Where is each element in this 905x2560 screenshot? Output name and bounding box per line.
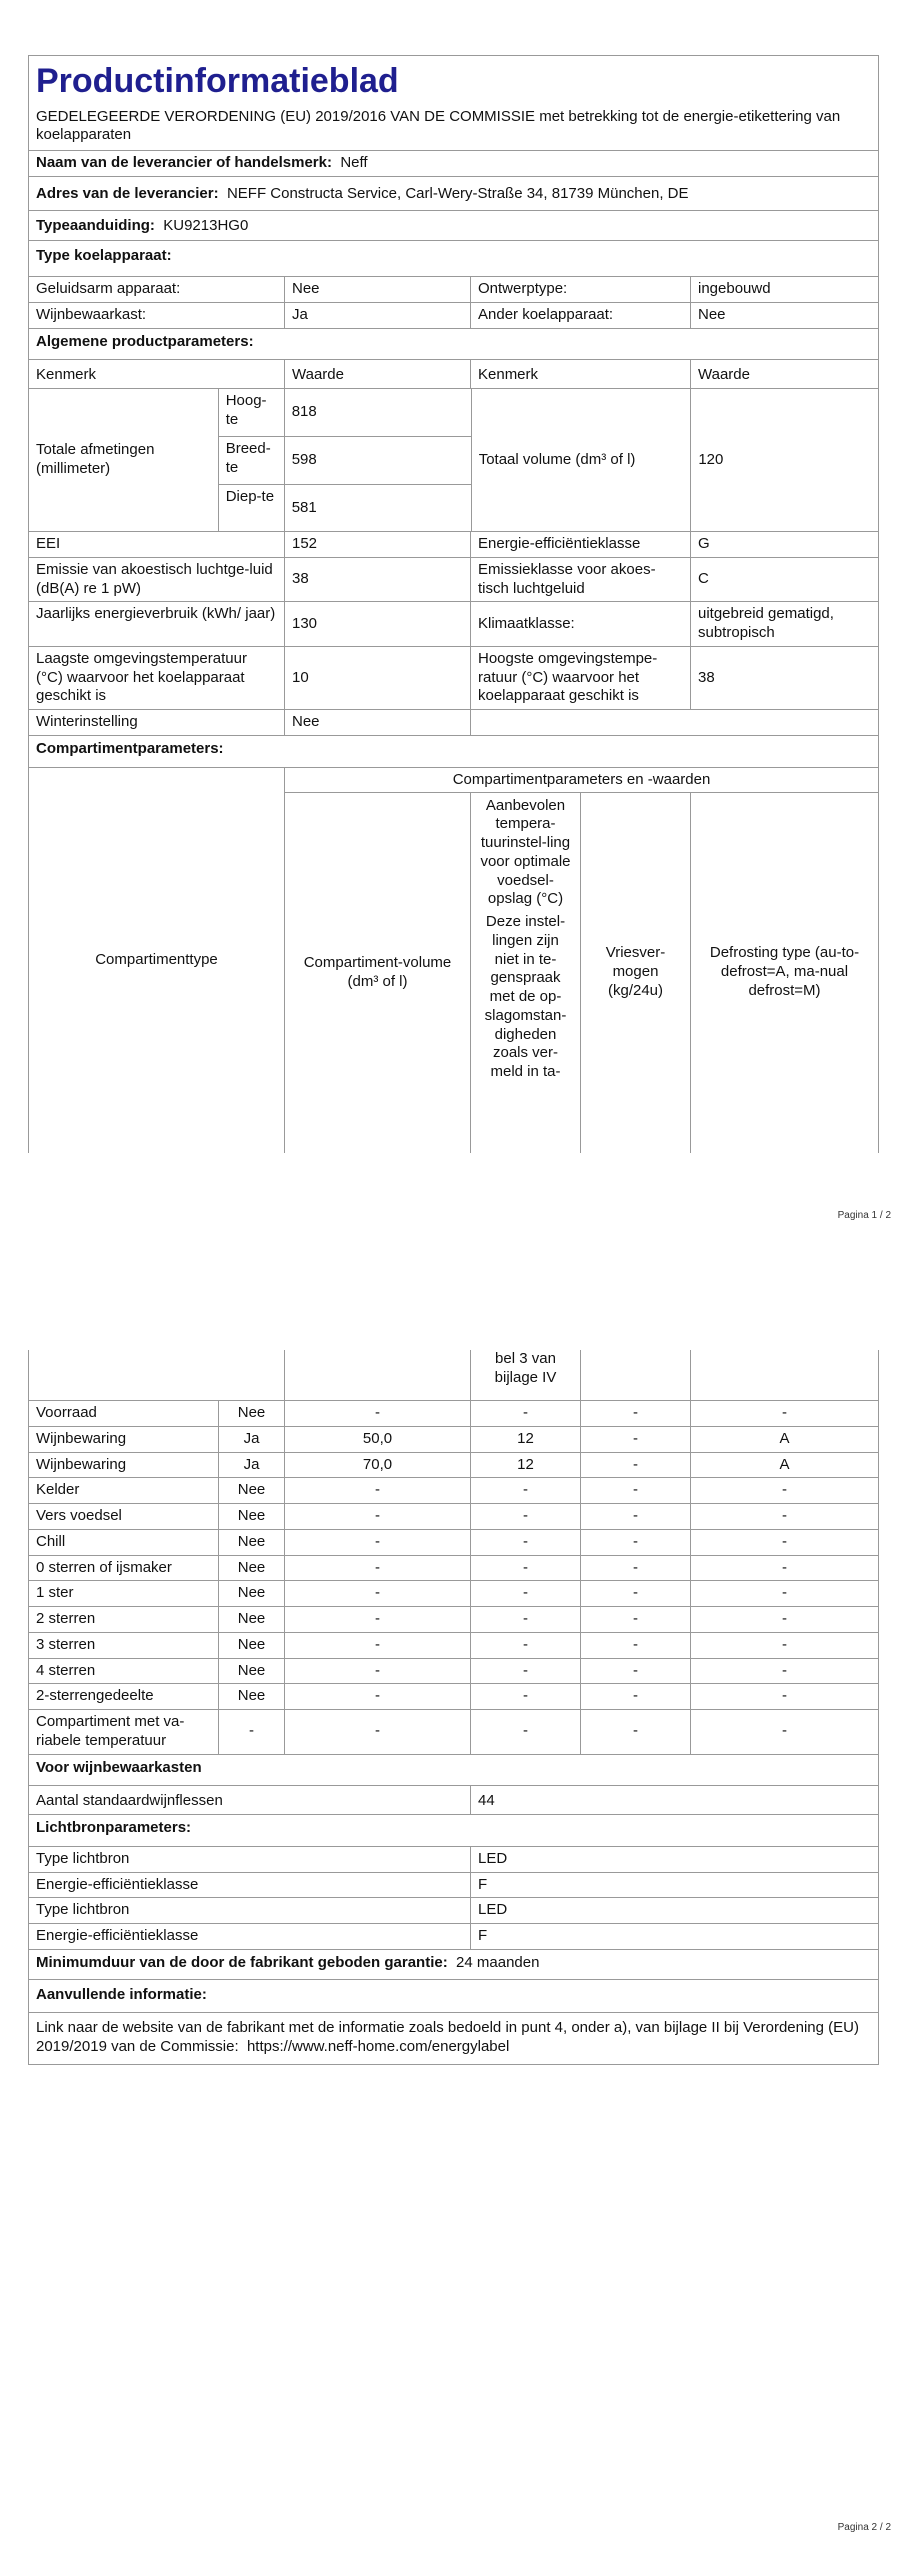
supplier-value: Neff: [340, 154, 368, 171]
comp-defrost: -: [782, 1558, 787, 1576]
comp-name: Compartiment met va-riabele temperatuur: [29, 1710, 219, 1754]
comp-defrost: -: [782, 1507, 787, 1524]
page-number: Pagina 2 / 2: [837, 2522, 891, 2533]
comp-name: 1 ster: [29, 1581, 219, 1606]
compartment-row: [29, 1530, 878, 1556]
comp-temp: -: [471, 1581, 581, 1606]
dimension-name: Hoog-te: [219, 389, 285, 436]
dimension-name: Diep-te: [219, 485, 285, 531]
comp-defrost: -: [782, 1584, 787, 1602]
dimensions-block: [219, 389, 472, 531]
comp-present: Nee: [219, 1504, 285, 1529]
dimension-value: 818: [291, 403, 317, 421]
page-2: [0, 1280, 905, 2560]
type-value: Nee: [285, 277, 471, 302]
comp-present: Nee: [219, 1401, 285, 1426]
comp-volume: 70,0: [285, 1453, 471, 1478]
comp-col-freeze: Vriesver-mogen (kg/24u): [581, 793, 691, 1153]
compartment-row: [29, 1427, 878, 1453]
comp-volume: -: [285, 1504, 471, 1529]
col-header: Waarde: [698, 366, 750, 384]
compartment-row: [29, 1453, 878, 1479]
compartment-row: [29, 1607, 878, 1633]
comp-defrost: -: [782, 1532, 787, 1550]
volume-label: Totaal volume (dm³ of l): [472, 389, 692, 531]
compartment-rows: [29, 1401, 878, 1755]
page-1: [0, 0, 905, 1230]
comp-freeze: -: [581, 1581, 691, 1606]
comp-volume: -: [285, 1710, 471, 1754]
empty-cell: [691, 1350, 878, 1400]
param-value: 130: [285, 602, 471, 646]
comp-temp: -: [471, 1659, 581, 1684]
comp-temp: -: [471, 1607, 581, 1632]
address-row: [29, 177, 878, 210]
comp-freeze: -: [581, 1478, 691, 1503]
general-heading: Algemene productparameters:: [36, 332, 254, 350]
winter-label: Winterinstelling: [29, 710, 285, 735]
comp-freeze: -: [581, 1427, 691, 1452]
light-label: Energie-efficiëntieklasse: [29, 1924, 471, 1949]
param-value: 38: [698, 668, 715, 686]
comp-defrost: A: [779, 1455, 790, 1473]
light-label: Type lichtbron: [29, 1847, 471, 1872]
compartment-row: [29, 1504, 878, 1530]
comp-present: Ja: [219, 1453, 285, 1478]
wine-label: Aantal standaardwijnflessen: [29, 1786, 471, 1814]
type-key: Ontwerptype:: [471, 277, 691, 302]
comp-freeze: -: [581, 1607, 691, 1632]
comp-present: Nee: [219, 1659, 285, 1684]
comp-present: Nee: [219, 1581, 285, 1606]
comp-freeze: -: [581, 1684, 691, 1709]
type-value: ingebouwd: [698, 280, 771, 297]
comp-temp: -: [471, 1633, 581, 1658]
light-heading: Lichtbronparameters:: [36, 1819, 192, 1836]
col-header: Kenmerk: [471, 360, 691, 388]
comp-defrost: A: [779, 1429, 790, 1447]
comp-col-defrost: Defrosting type (au-to-defrost=A, ma-nual defrost=M): [709, 944, 860, 999]
comp-temp: -: [471, 1504, 581, 1529]
wine-value: 44: [478, 1792, 495, 1810]
volume-value: 120: [698, 450, 724, 468]
comp-temp: -: [471, 1401, 581, 1426]
comp-defrost: -: [782, 1481, 787, 1499]
compartment-row: [29, 1556, 878, 1582]
product-sheet-table-2: [28, 1350, 879, 2065]
comp-present: Nee: [219, 1478, 285, 1503]
supplier-row: [29, 151, 878, 176]
comp-name: 2 sterren: [29, 1607, 219, 1632]
light-value: LED: [478, 1849, 508, 1867]
light-row: [29, 1898, 878, 1924]
comp-volume: -: [285, 1659, 471, 1684]
compartment-row: [29, 1478, 878, 1504]
page-number: Pagina 1 / 2: [837, 1210, 891, 1221]
param-value: 38: [285, 558, 471, 602]
param-key: Emissieklasse voor akoes-tisch luchtgeluid: [471, 558, 691, 602]
comp-col-temp-c: bel 3 van bijlage IV: [471, 1350, 581, 1400]
address-label: Adres van de leverancier:: [36, 184, 219, 202]
type-key: Ander koelapparaat:: [471, 303, 691, 328]
comp-name: 0 sterren of ijsmaker: [29, 1556, 219, 1581]
type-value: Ja: [285, 303, 471, 328]
comp-volume: -: [285, 1401, 471, 1426]
dimension-value: 581: [291, 498, 317, 516]
dimension-value: 598: [291, 451, 317, 469]
comp-volume: -: [285, 1581, 471, 1606]
comp-present: Nee: [219, 1633, 285, 1658]
light-label: Energie-efficiëntieklasse: [29, 1873, 471, 1898]
comp-name: 4 sterren: [29, 1659, 219, 1684]
comp-volume: -: [285, 1478, 471, 1503]
warranty-value: 24 maanden: [456, 1953, 540, 1971]
model-row: [29, 211, 878, 241]
empty-cell: [29, 1350, 285, 1400]
param-key: Emissie van akoestisch luchtge-luid (dB(A) re 1 pW): [29, 558, 285, 602]
extra-heading: Aanvullende informatie:: [36, 1985, 207, 2003]
comp-freeze: -: [581, 1401, 691, 1426]
address-value: NEFF Constructa Service, Carl-Wery-Straße 34, 81739 München, DE: [226, 184, 689, 202]
comp-freeze: -: [581, 1633, 691, 1658]
warranty-label: Minimumduur van de door de fabrikant geboden garantie:: [36, 1953, 448, 1971]
type-key: Wijnbewaarkast:: [29, 303, 285, 328]
comp-freeze: -: [581, 1453, 691, 1478]
compartment-row: [29, 1684, 878, 1710]
param-key: Jaarlijks energieverbruik (kWh/ jaar): [29, 602, 285, 646]
comp-name: 3 sterren: [29, 1633, 219, 1658]
light-label: Type lichtbron: [29, 1898, 471, 1923]
param-key: Laagste omgevingstemperatuur (°C) waarvoor het koelapparaat geschikt is: [29, 647, 285, 709]
param-key: Klimaatklasse:: [471, 602, 691, 646]
comp-name: Kelder: [29, 1478, 219, 1503]
comp-col-temp-b: Deze instel-lingen zijn niet in te-genspraak met de op-slagomstan-digheden zoals ver-meld in ta-: [484, 913, 567, 1080]
light-value: F: [478, 1927, 488, 1944]
comp-present: Nee: [219, 1556, 285, 1581]
compartment-heading: Compartimentparameters:: [36, 739, 224, 757]
extra-text: Link naar de website van de fabrikant met de informatie zoals bedoeld in punt 4, onder a), van bijlage II bij Verordening (EU) 2019/2019 van de Commissie:: [36, 2019, 859, 2055]
comp-col-type: Compartimenttype: [29, 768, 285, 1153]
comp-temp: -: [471, 1684, 581, 1709]
col-header: Kenmerk: [29, 360, 285, 388]
type-heading: Type koelapparaat:: [36, 247, 172, 265]
comp-freeze: -: [581, 1556, 691, 1581]
comp-freeze: -: [581, 1504, 691, 1529]
comp-defrost: -: [782, 1610, 787, 1627]
extra-info: [29, 2013, 878, 2064]
param-value: 152: [285, 532, 471, 557]
comp-name: Vers voedsel: [29, 1504, 219, 1529]
comp-defrost: -: [782, 1404, 787, 1421]
comp-name: Voorraad: [29, 1401, 219, 1426]
comp-name: Wijnbewaring: [29, 1427, 219, 1452]
comp-temp: -: [471, 1556, 581, 1581]
comp-temp: -: [471, 1710, 581, 1754]
compartment-row: [29, 1633, 878, 1659]
comp-volume: -: [285, 1530, 471, 1555]
comp-present: Nee: [219, 1684, 285, 1709]
comp-volume: -: [285, 1633, 471, 1658]
comp-temp: -: [471, 1478, 581, 1503]
comp-present: Nee: [219, 1607, 285, 1632]
compartment-row: [29, 1710, 878, 1755]
param-value: G: [698, 535, 710, 552]
light-value: F: [478, 1875, 488, 1893]
comp-name: 2-sterrengedeelte: [29, 1684, 219, 1709]
comp-temp: 12: [471, 1453, 581, 1478]
comp-present: Ja: [219, 1427, 285, 1452]
manufacturer-link[interactable]: https://www.neff-home.com/energylabel: [246, 2038, 510, 2055]
comp-freeze: -: [581, 1710, 691, 1754]
param-key: EEI: [29, 532, 285, 557]
compartment-row: [29, 1581, 878, 1607]
winter-value: Nee: [285, 710, 471, 735]
param-value: uitgebreid gematigd, subtropisch: [698, 605, 834, 641]
compartment-row: [29, 1659, 878, 1685]
comp-defrost: -: [782, 1661, 787, 1679]
comp-name: Chill: [29, 1530, 219, 1555]
light-value: LED: [478, 1901, 508, 1919]
comp-temp: -: [471, 1530, 581, 1555]
warranty-row: [29, 1950, 878, 1979]
model-label: Typeaanduiding:: [36, 216, 155, 234]
comp-volume: -: [285, 1684, 471, 1709]
comp-temp: 12: [471, 1427, 581, 1452]
light-row: [29, 1924, 878, 1950]
regulation-text: GEDELEGEERDE VERORDENING (EU) 2019/2016 VAN DE COMMISSIE met betrekking tot de energie-etikettering van koelapparaten: [36, 107, 841, 144]
comp-freeze: -: [581, 1659, 691, 1684]
comp-volume: -: [285, 1556, 471, 1581]
col-header: Waarde: [285, 360, 471, 388]
comp-group-header: Compartimentparameters en -waarden: [285, 768, 878, 793]
param-key: Hoogste omgevingstempe-ratuur (°C) waarvoor het koelapparaat geschikt is: [471, 647, 691, 709]
comp-freeze: -: [581, 1530, 691, 1555]
param-key: Energie-efficiëntieklasse: [471, 532, 691, 557]
comp-defrost: -: [782, 1687, 787, 1705]
comp-defrost: -: [782, 1635, 787, 1653]
empty-cell: [471, 710, 878, 735]
type-key: Geluidsarm apparaat:: [29, 277, 285, 302]
light-row: [29, 1847, 878, 1873]
comp-volume: -: [285, 1607, 471, 1632]
light-rows: [29, 1847, 878, 1950]
page-title: Productinformatieblad: [36, 62, 399, 100]
type-value: Nee: [698, 305, 726, 323]
comp-present: -: [219, 1710, 285, 1754]
comp-col-temp: [471, 793, 581, 1153]
model-value: KU9213HG0: [163, 216, 249, 234]
comp-defrost: -: [782, 1722, 787, 1740]
wine-heading: Voor wijnbewaarkasten: [36, 1758, 202, 1776]
dimension-name: Breed-te: [219, 437, 285, 484]
comp-col-temp-a: Aanbevolen tempera-tuurinstel-ling voor optimale voedsel-opslag (°C): [480, 796, 571, 908]
comp-present: Nee: [219, 1530, 285, 1555]
supplier-label: Naam van de leverancier of handelsmerk:: [36, 154, 332, 171]
comp-param-group: [285, 768, 878, 1153]
param-value: 10: [285, 647, 471, 709]
comp-name: Wijnbewaring: [29, 1453, 219, 1478]
empty-cell: [581, 1350, 691, 1400]
empty-cell: [285, 1350, 471, 1400]
dimensions-label: Totale afmetingen (millimeter): [29, 389, 219, 531]
comp-col-volume: Compartiment-volume (dm³ of l): [285, 793, 471, 1153]
compartment-row: [29, 1401, 878, 1427]
light-row: [29, 1873, 878, 1899]
comp-volume: 50,0: [285, 1427, 471, 1452]
product-sheet-table-1: [28, 55, 879, 1153]
param-value: C: [698, 570, 709, 588]
